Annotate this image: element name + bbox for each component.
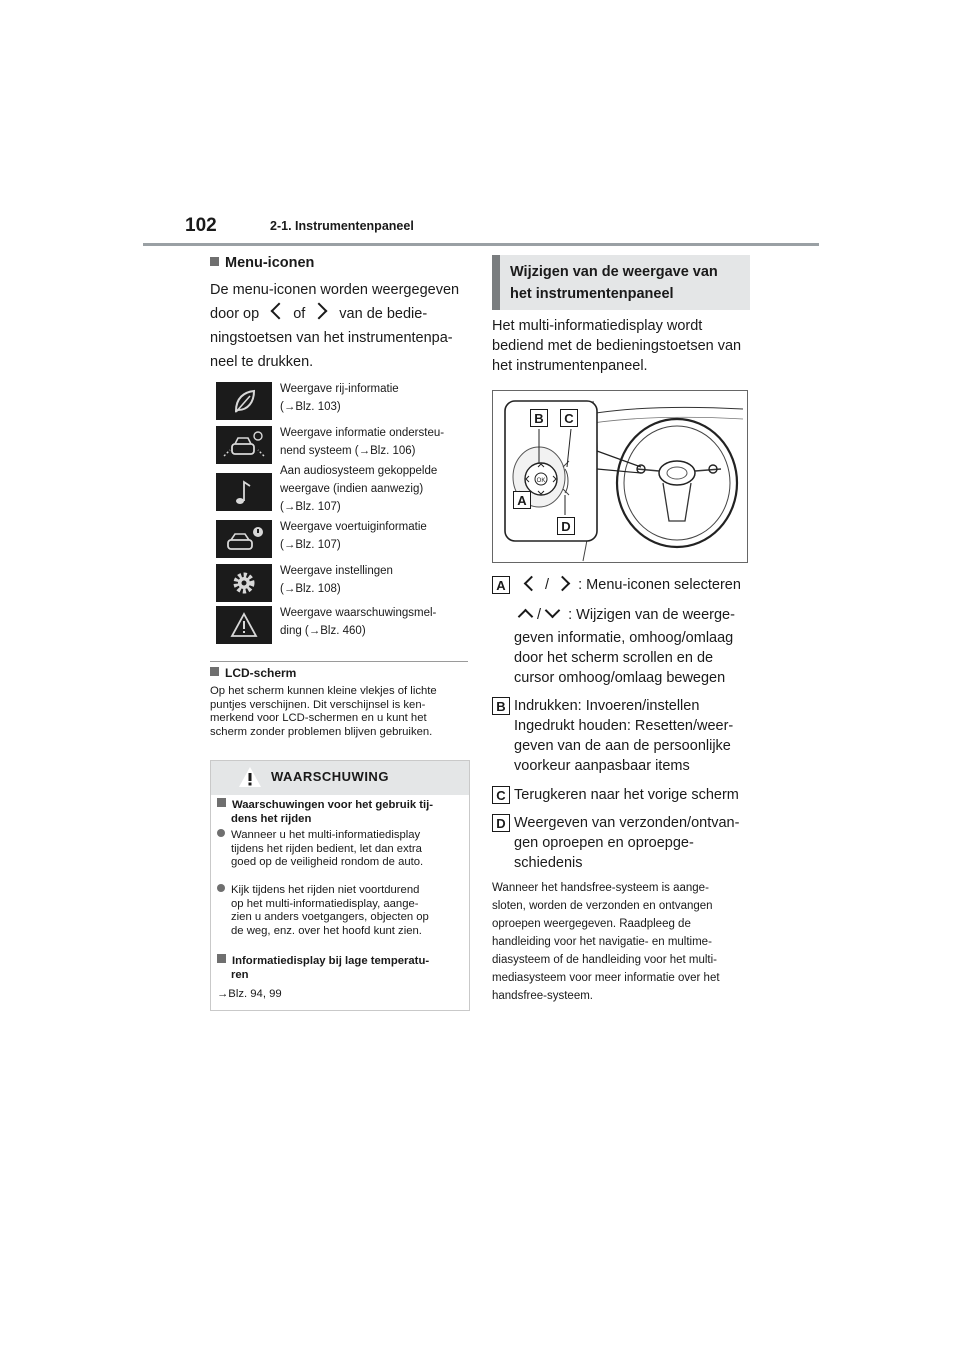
lcd-heading: LCD-scherm — [210, 666, 470, 680]
menu-icons-heading: Menu-iconen — [210, 255, 470, 271]
warning-bullet: Kijk tijdens het rijden niet voortdurend op het multi-informatiedisplay, aange- zien u anders voetgangers, objecten op de weg, enz. over het hoofd kunt zien. — [217, 884, 465, 938]
legend-label-c: C — [492, 786, 510, 804]
section-divider — [210, 661, 468, 662]
legend-a-description: geven informatie, omhoog/omlaag door het scherm scrollen en de cursor omhoog/omlaag bewegen — [514, 630, 734, 686]
warning-title: WAARSCHUWING — [271, 769, 389, 784]
driving-support-icon — [216, 426, 272, 464]
list-item: Aan audiosysteem gekoppelde weergave (indien aanwezig) (→Blz. 107) — [280, 465, 438, 513]
page-number: 102 — [185, 215, 217, 236]
warning-reference: →Blz. 94, 99 — [217, 988, 282, 1000]
leaf-icon — [216, 382, 272, 420]
section-title: 2-1. Instrumentenpaneel — [270, 219, 414, 233]
legend-label-b: B — [492, 697, 510, 715]
list-item: Weergave voertuiginformatie (→Blz. 107) — [280, 521, 427, 551]
right-section-heading: Wijzigen van de weergave van het instrumentenpaneel — [492, 255, 750, 310]
chevron-right-icon — [311, 303, 328, 320]
legend-label-d: D — [492, 814, 510, 832]
label-c: C — [560, 409, 578, 427]
label-d: D — [557, 517, 575, 535]
ok-button-label: OK — [536, 478, 546, 484]
legend-a-line2: / : Wijzigen van de weerge- — [514, 605, 754, 625]
warning-box — [210, 760, 470, 1011]
warning-triangle-icon — [238, 765, 262, 789]
chevron-left-icon — [271, 303, 288, 320]
list-item: Weergave instellingen (→Blz. 108) — [280, 565, 393, 595]
round-bullet-icon — [217, 829, 225, 837]
steering-wheel-illustration — [492, 390, 748, 563]
legend-b-description: Indrukken: Invoeren/instellen Ingedrukt houden: Resetten/weer- geven van de aan de persoonlijke voorkeur aanpasbaar items — [514, 698, 734, 774]
handsfree-note: Wanneer het handsfree-systeem is aange- sloten, worden de verzonden en ontvangen oproepen weergegeven. Raadpleeg de handleiding voor het navigatie- en multime- diasysteem of de handleiding voor het multi- mediasysteem voor meer informatie over het handsfree-systeem. — [492, 882, 720, 1002]
header-rule — [143, 243, 819, 246]
warning-header — [211, 761, 469, 795]
chevron-up-icon — [518, 609, 534, 625]
legend-a-line1: / : Menu-iconen selecteren — [514, 575, 754, 595]
list-item: Weergave rij-informatie (→Blz. 103) — [280, 383, 399, 413]
warning-subheading: Waarschuwingen voor het gebruik tij- dens het rijden — [217, 798, 465, 826]
square-bullet-icon — [210, 667, 219, 676]
menu-icons-intro: De menu-iconen worden weergegeven door op of van de bedie- ningstoetsen van het instrumentenpa- neel te drukken. — [210, 282, 460, 370]
legend-label-a: A — [492, 576, 510, 594]
square-bullet-icon — [217, 798, 226, 807]
label-b: B — [530, 409, 548, 427]
chevron-down-icon — [545, 603, 561, 619]
right-intro: Het multi-informatiedisplay wordt bediend met de bedieningstoetsen van het instrumentenpaneel. — [492, 318, 742, 374]
legend-c-description: Terugkeren naar het vorige scherm — [514, 787, 739, 803]
lcd-text: Op het scherm kunnen kleine vlekjes of lichte puntjes verschijnen. Dit verschijnsel is ken- merkend voor LCD-schermen en u kunt het scherm zonder problemen blijven gebruiken. — [210, 685, 437, 738]
list-item: Weergave waarschuwingsmel- ding (→Blz. 460) — [280, 607, 437, 637]
chevron-right-icon — [555, 576, 571, 592]
warning-bullet: Wanneer u het multi-informatiedisplay tijdens het rijden bedient, let dan extra goed op de veiligheid rondom de auto. — [217, 829, 465, 870]
round-bullet-icon — [217, 884, 225, 892]
list-item: Weergave informatie ondersteu- nend systeem (→Blz. 106) — [280, 427, 445, 457]
label-a: A — [513, 491, 531, 509]
warning-triangle-icon — [216, 606, 272, 644]
vehicle-info-icon — [216, 520, 272, 558]
chevron-left-icon — [524, 576, 540, 592]
square-bullet-icon — [217, 954, 226, 963]
music-note-icon — [216, 473, 272, 511]
gear-icon — [216, 564, 272, 602]
square-bullet-icon — [210, 257, 219, 266]
legend-d-description: Weergeven van verzonden/ontvan- gen oproepen en oproepge- schiedenis — [514, 815, 740, 871]
warning-subheading: Informatiedisplay bij lage temperatu- ren — [217, 954, 465, 982]
